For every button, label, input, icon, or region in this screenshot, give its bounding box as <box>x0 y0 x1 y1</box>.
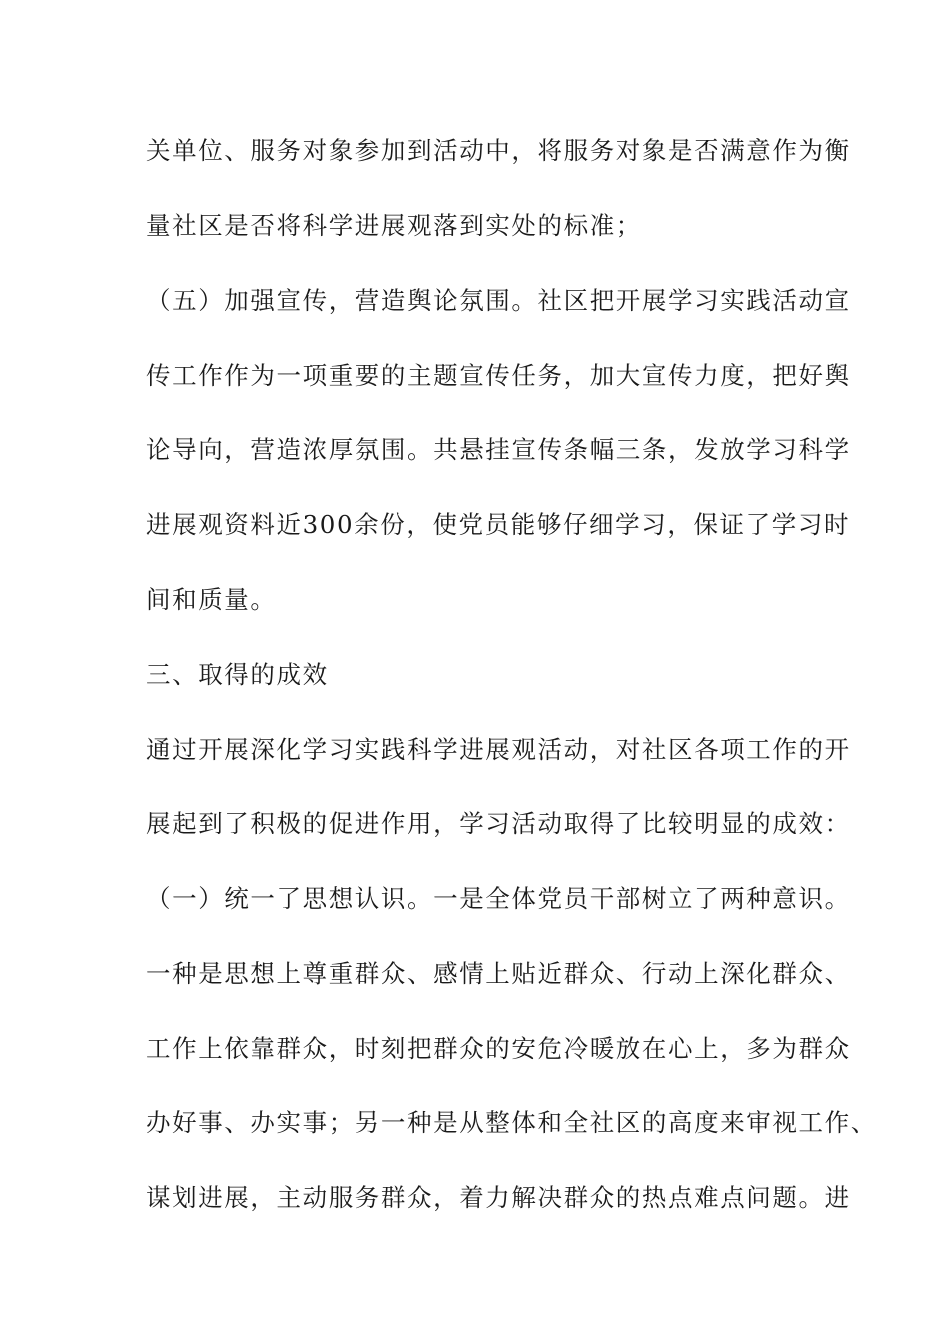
body-text-line: 展起到了积极的促进作用，学习活动取得了比较明显的成效： <box>146 809 851 838</box>
body-text-line: 关单位、服务对象参加到活动中，将服务对象是否满意作为衡 <box>146 136 851 165</box>
body-text-line: 谋划进展，主动服务群众，着力解决群众的热点难点问题。进 <box>146 1183 851 1212</box>
body-text-line: 论导向，营造浓厚氛围。共悬挂宣传条幅三条，发放学习科学 <box>146 435 851 464</box>
section-heading: 三、取得的成效 <box>146 660 329 689</box>
body-text-line: （五）加强宣传，营造舆论氛围。社区把开展学习实践活动宣 <box>146 286 851 315</box>
body-text-line: 办好事、办实事；另一种是从整体和全社区的高度来审视工作、 <box>146 1108 877 1137</box>
body-text-line: 工作上依靠群众，时刻把群众的安危冷暖放在心上，多为群众 <box>146 1034 851 1063</box>
body-text-line: 一种是思想上尊重群众、感情上贴近群众、行动上深化群众、 <box>146 959 851 988</box>
body-text-line: 间和质量。 <box>146 585 277 614</box>
body-text-line: 量社区是否将科学进展观落到实处的标准； <box>146 211 642 240</box>
body-text-line: 进展观资料近300余份，使党员能够仔细学习，保证了学习时 <box>146 510 851 539</box>
body-text-line: 传工作作为一项重要的主题宣传任务，加大宣传力度，把好舆 <box>146 361 851 390</box>
body-text-line: 通过开展深化学习实践科学进展观活动，对社区各项工作的开 <box>146 735 851 764</box>
body-text-line: （一）统一了思想认识。一是全体党员干部树立了两种意识。 <box>146 884 851 913</box>
